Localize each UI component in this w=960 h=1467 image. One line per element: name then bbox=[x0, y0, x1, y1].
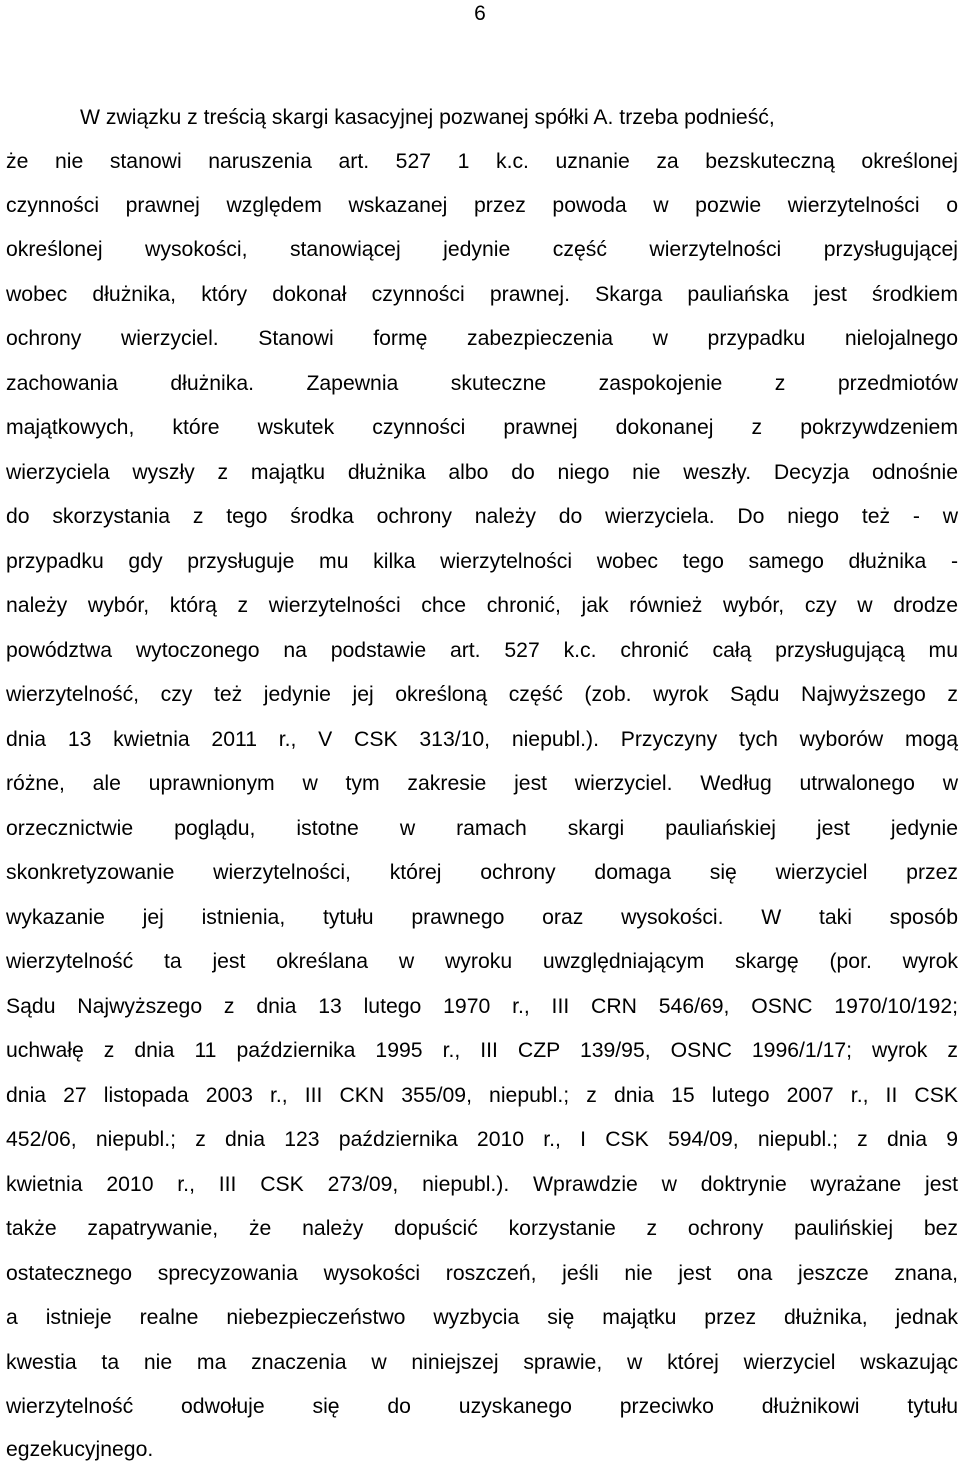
text-line: dnia 27 listopada 2003 r., III CKN 355/09, niepubl.; z dnia 15 lutego 2007 r., II CSK bbox=[6, 1084, 958, 1107]
text-line: dnia 13 kwietnia 2011 r., V CSK 313/10, niepubl.). Przyczyny tych wyborów mogą bbox=[6, 728, 958, 751]
text-line: ostatecznego sprecyzowania wysokości roszczeń, jeśli nie jest ona jeszcze znana, bbox=[6, 1262, 958, 1285]
text-line: uchwałę z dnia 11 października 1995 r., III CZP 139/95, OSNC 1996/1/17; wyrok z bbox=[6, 1039, 958, 1062]
text-line: także zapatrywanie, że należy dopuścić korzystanie z ochrony paulińskiej bez bbox=[6, 1217, 958, 1240]
text-line: zachowania dłużnika. Zapewnia skuteczne zaspokojenie z przedmiotów bbox=[6, 372, 958, 395]
text-line: wierzytelność odwołuje się do uzyskanego przeciwko dłużnikowi tytułu bbox=[6, 1395, 958, 1418]
text-line: do skorzystania z tego środka ochrony należy do wierzyciela. Do niego też - w bbox=[6, 505, 958, 528]
text-line: orzecznictwie poglądu, istotne w ramach skargi pauliańskiej jest jedynie bbox=[6, 817, 958, 840]
text-line: 452/06, niepubl.; z dnia 123 października 2010 r., I CSK 594/09, niepubl.; z dnia 9 bbox=[6, 1128, 958, 1151]
text-line: egzekucyjnego. bbox=[6, 1438, 154, 1461]
text-line: kwietnia 2010 r., III CSK 273/09, niepubl.). Wprawdzie w doktrynie wyrażane jest bbox=[6, 1173, 958, 1196]
text-line: a istnieje realne niebezpieczeństwo wyzbycia się majątku przez dłużnika, jednak bbox=[6, 1306, 958, 1329]
page-number: 6 bbox=[474, 2, 486, 25]
text-line: W związku z treścią skargi kasacyjnej pozwanej spółki A. trzeba podnieść, bbox=[80, 106, 775, 129]
text-line: należy wybór, którą z wierzytelności chce chronić, jak również wybór, czy w drodze bbox=[6, 594, 958, 617]
text-line: wobec dłużnika, który dokonał czynności prawnej. Skarga pauliańska jest środkiem bbox=[6, 283, 958, 306]
text-line: wykazanie jej istnienia, tytułu prawnego oraz wysokości. W taki sposób bbox=[6, 906, 958, 929]
text-line: wierzytelność, czy też jedynie jej określoną część (zob. wyrok Sądu Najwyższego z bbox=[6, 683, 958, 706]
text-line: kwestia ta nie ma znaczenia w niniejszej sprawie, w której wierzyciel wskazując bbox=[6, 1351, 958, 1374]
text-line: wierzyciela wyszły z majątku dłużnika albo do niego nie weszły. Decyzja odnośnie bbox=[6, 461, 958, 484]
text-line: skonkretyzowanie wierzytelności, której ochrony domaga się wierzyciel przez bbox=[6, 861, 958, 884]
text-line: majątkowych, które wskutek czynności prawnej dokonanej z pokrzywdzeniem bbox=[6, 416, 958, 439]
text-line: że nie stanowi naruszenia art. 527 1 k.c. uznanie za bezskuteczną określonej bbox=[6, 150, 958, 173]
text-line: przypadku gdy przysługuje mu kilka wierzytelności wobec tego samego dłużnika - bbox=[6, 550, 958, 573]
text-line: różne, ale uprawnionym w tym zakresie jest wierzyciel. Według utrwalonego w bbox=[6, 772, 958, 795]
text-line: ochrony wierzyciel. Stanowi formę zabezpieczenia w przypadku nielojalnego bbox=[6, 327, 958, 350]
text-line: czynności prawnej względem wskazanej przez powoda w pozwie wierzytelności o bbox=[6, 194, 958, 217]
text-line: Sądu Najwyższego z dnia 13 lutego 1970 r., III CRN 546/69, OSNC 1970/10/192; bbox=[6, 995, 958, 1018]
text-line: powództwa wytoczonego na podstawie art. 527 k.c. chronić całą przysługującą mu bbox=[6, 639, 958, 662]
text-line: wierzytelność ta jest określana w wyroku uwzględniającym skargę (por. wyrok bbox=[6, 950, 958, 973]
text-line: określonej wysokości, stanowiącej jedynie część wierzytelności przysługującej bbox=[6, 238, 958, 261]
